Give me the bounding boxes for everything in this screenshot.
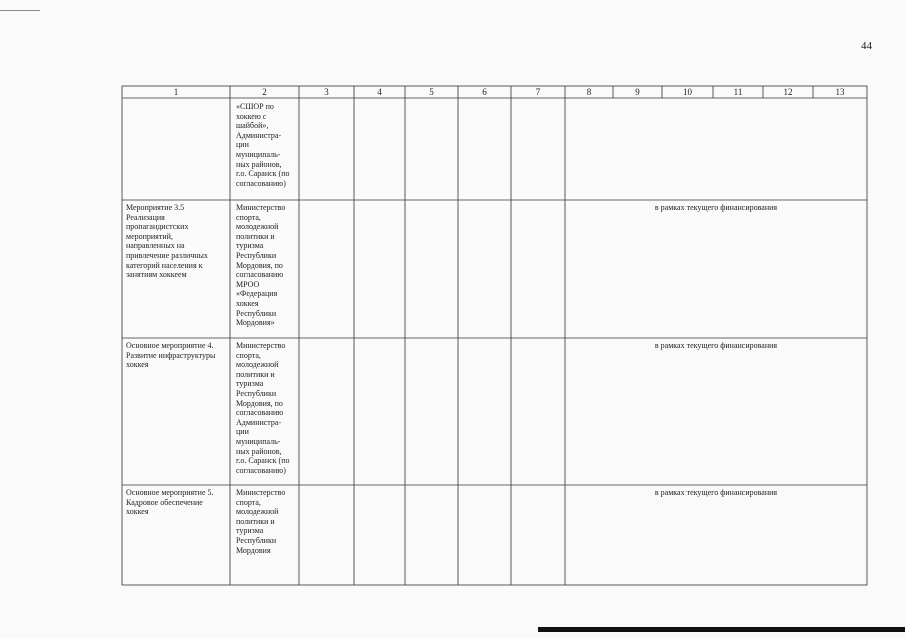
row-3-funding-note: в рамках текущего финансирования	[654, 341, 778, 350]
header-col-6: 6	[482, 87, 487, 97]
row-2-funding-note: в рамках текущего финансирования	[654, 203, 778, 212]
header-col-10: 10	[683, 87, 692, 97]
row-4-activity: Основное мероприятие 5. Кадровое обеспечение хоккея	[126, 488, 214, 517]
row-3-activity: Основное мероприятие 4. Развитие инфраструктуры хоккея	[126, 341, 216, 370]
header-col-9: 9	[635, 87, 640, 97]
header-col-5: 5	[429, 87, 434, 97]
row-3-executor: Министерство спорта, молодежной политики и туризма Республики Мордовия, по согласованию Администра- ции муниципаль- ных районов, г.о. Саранск (по согласованию)	[236, 341, 290, 475]
header-col-3: 3	[324, 87, 329, 97]
header-col-12: 12	[783, 87, 793, 97]
row-4-funding-note: в рамках текущего финансирования	[654, 488, 778, 497]
row-4-executor: Министерство спорта, молодежной политики и туризма Республики Мордовия	[236, 488, 286, 555]
scan-edge-bar	[538, 627, 905, 632]
header-col-11: 11	[733, 87, 743, 97]
header-col-8: 8	[586, 87, 592, 97]
header-col-4: 4	[377, 87, 382, 97]
row-1-executor: «СШОР по хоккею с шайбой», Администра- ции муниципаль- ных районов, г.о. Саранск (по согласованию)	[236, 102, 290, 188]
header-col-2: 2	[262, 87, 267, 97]
row-2-executor: Министерство спорта, молодежной политики и туризма Республики Мордовия, по согласованию МРОО «Федерация хоккея Республики Мордовия»	[236, 203, 286, 328]
header-col-13: 13	[835, 87, 845, 97]
header-col-7: 7	[535, 87, 541, 97]
row-2-activity: Мероприятие 3.5 Реализация пропагандистских мероприятий, направленных на привлечение различных категорий населения к занятиям хоккеем	[126, 203, 208, 280]
page-number: 44	[861, 40, 872, 52]
header-col-1: 1	[173, 87, 179, 97]
